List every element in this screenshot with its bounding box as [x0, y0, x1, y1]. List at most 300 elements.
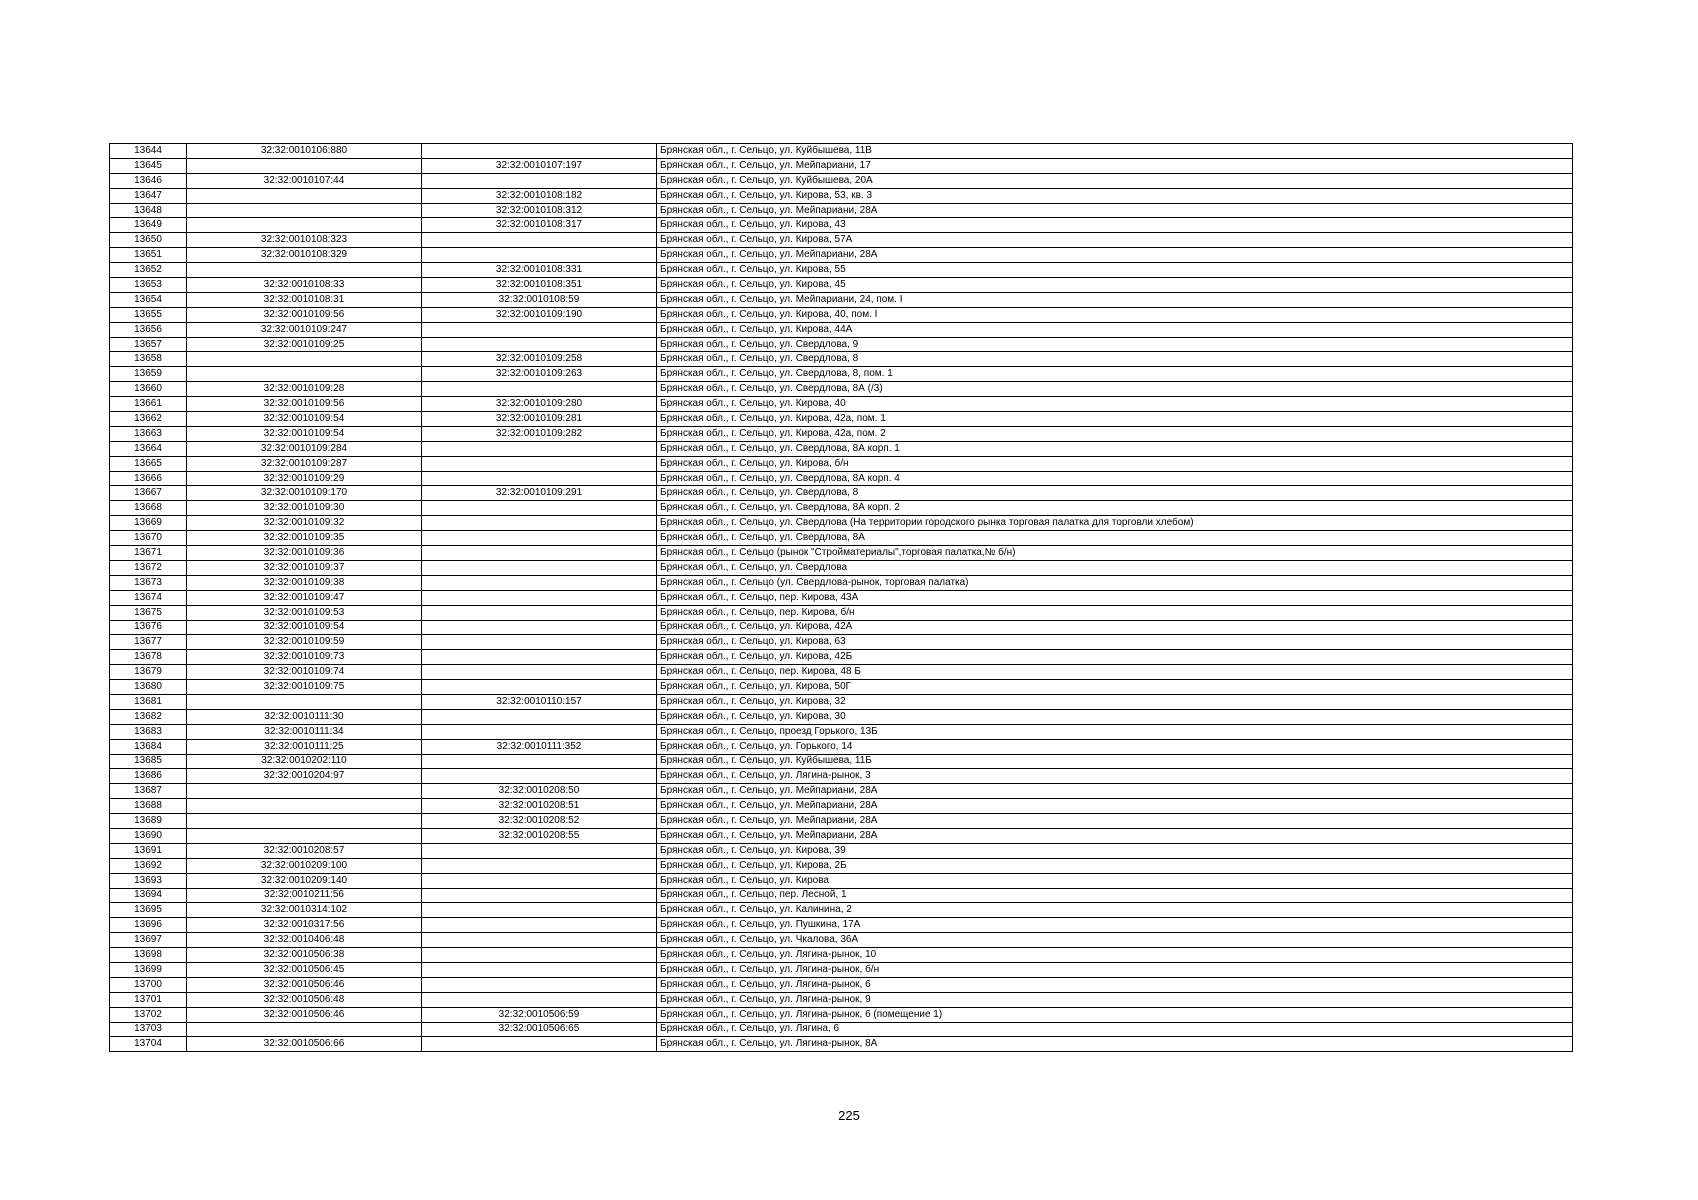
row-number-cell: 13702: [110, 1007, 187, 1022]
row-number-cell: 13661: [110, 397, 187, 412]
address-cell: Брянская обл., г. Сельцо, ул. Лягина-рынок, 8А: [657, 1037, 1573, 1052]
address-cell: Брянская обл., г. Сельцо, ул. Куйбышева, 20А: [657, 173, 1573, 188]
address-cell: Брянская обл., г. Сельцо, проезд Горького, 13Б: [657, 724, 1573, 739]
related-cadastral-number-cell: [422, 590, 657, 605]
address-cell: Брянская обл., г. Сельцо, ул. Кирова, 55: [657, 263, 1573, 278]
address-cell: Брянская обл., г. Сельцо, ул. Кирова, б/н: [657, 456, 1573, 471]
cadastral-number-cell: [187, 352, 422, 367]
table-row: [110, 367, 1573, 382]
table-row: [110, 546, 1573, 561]
row-number-cell: 13692: [110, 858, 187, 873]
cadastral-number-cell: 32:32:0010108:33: [187, 278, 422, 293]
related-cadastral-number-cell: [422, 441, 657, 456]
table-row: [110, 203, 1573, 218]
table-row: [110, 248, 1573, 263]
related-cadastral-number-cell: [422, 233, 657, 248]
address-cell: Брянская обл., г. Сельцо, ул. Свердлова: [657, 560, 1573, 575]
table-row: [110, 799, 1573, 814]
address-cell: Брянская обл., г. Сельцо, ул. Лягина-рынок, 3: [657, 769, 1573, 784]
address-cell: Брянская обл., г. Сельцо, ул. Мейпариани, 28А: [657, 784, 1573, 799]
cadastral-number-cell: 32:32:0010109:56: [187, 397, 422, 412]
cadastral-number-cell: 32:32:0010106:880: [187, 144, 422, 159]
table-row: [110, 918, 1573, 933]
row-number-cell: 13688: [110, 799, 187, 814]
row-number-cell: 13680: [110, 680, 187, 695]
row-number-cell: 13659: [110, 367, 187, 382]
cadastral-number-cell: [187, 1022, 422, 1037]
table-row: [110, 382, 1573, 397]
table-row: [110, 873, 1573, 888]
address-cell: Брянская обл., г. Сельцо, ул. Кирова, 40, пом. I: [657, 307, 1573, 322]
address-cell: Брянская обл., г. Сельцо, ул. Кирова, 40: [657, 397, 1573, 412]
cadastral-number-cell: 32:32:0010109:28: [187, 382, 422, 397]
related-cadastral-number-cell: [422, 337, 657, 352]
related-cadastral-number-cell: 32:32:0010108:351: [422, 278, 657, 293]
related-cadastral-number-cell: [422, 992, 657, 1007]
table-row: [110, 858, 1573, 873]
address-cell: Брянская обл., г. Сельцо, ул. Калинина, 2: [657, 903, 1573, 918]
page-number: 225: [838, 1108, 860, 1123]
cadastral-number-cell: [187, 263, 422, 278]
row-number-cell: 13701: [110, 992, 187, 1007]
cadastral-number-cell: 32:32:0010111:30: [187, 709, 422, 724]
row-number-cell: 13650: [110, 233, 187, 248]
row-number-cell: 13670: [110, 531, 187, 546]
table-row: [110, 933, 1573, 948]
cadastral-number-cell: 32:32:0010506:48: [187, 992, 422, 1007]
table-row: [110, 144, 1573, 159]
related-cadastral-number-cell: [422, 173, 657, 188]
address-cell: Брянская обл., г. Сельцо, ул. Мейпариани, 28А: [657, 814, 1573, 829]
cadastral-number-cell: 32:32:0010109:284: [187, 441, 422, 456]
table-row: [110, 516, 1573, 531]
related-cadastral-number-cell: 32:32:0010109:190: [422, 307, 657, 322]
address-cell: Брянская обл., г. Сельцо, ул. Лягина-рынок, 6: [657, 977, 1573, 992]
table-row: [110, 501, 1573, 516]
related-cadastral-number-cell: [422, 560, 657, 575]
related-cadastral-number-cell: 32:32:0010208:52: [422, 814, 657, 829]
table-row: [110, 962, 1573, 977]
address-cell: Брянская обл., г. Сельцо, ул. Лягина, 6: [657, 1022, 1573, 1037]
row-number-cell: 13669: [110, 516, 187, 531]
row-number-cell: 13674: [110, 590, 187, 605]
table-row: [110, 263, 1573, 278]
row-number-cell: 13676: [110, 620, 187, 635]
cadastral-number-cell: 32:32:0010211:56: [187, 888, 422, 903]
address-cell: Брянская обл., г. Сельцо, ул. Чкалова, 36А: [657, 933, 1573, 948]
row-number-cell: 13703: [110, 1022, 187, 1037]
row-number-cell: 13662: [110, 412, 187, 427]
row-number-cell: 13687: [110, 784, 187, 799]
address-cell: Брянская обл., г. Сельцо, ул. Кирова, 43: [657, 218, 1573, 233]
address-cell: Брянская обл., г. Сельцо, пер. Кирова, б/н: [657, 605, 1573, 620]
row-number-cell: 13695: [110, 903, 187, 918]
row-number-cell: 13656: [110, 322, 187, 337]
table-row: [110, 948, 1573, 963]
address-cell: Брянская обл., г. Сельцо, ул. Кирова, 32: [657, 694, 1573, 709]
cadastral-number-cell: 32:32:0010109:56: [187, 307, 422, 322]
cadastral-number-cell: 32:32:0010109:287: [187, 456, 422, 471]
address-cell: Брянская обл., г. Сельцо, ул. Кирова, 57А: [657, 233, 1573, 248]
row-number-cell: 13696: [110, 918, 187, 933]
table-row: [110, 486, 1573, 501]
row-number-cell: 13689: [110, 814, 187, 829]
related-cadastral-number-cell: [422, 501, 657, 516]
table-row: [110, 694, 1573, 709]
related-cadastral-number-cell: [422, 456, 657, 471]
address-cell: Брянская обл., г. Сельцо, ул. Лягина-рынок, 10: [657, 948, 1573, 963]
related-cadastral-number-cell: [422, 382, 657, 397]
row-number-cell: 13698: [110, 948, 187, 963]
related-cadastral-number-cell: 32:32:0010108:182: [422, 188, 657, 203]
cadastral-number-cell: [187, 799, 422, 814]
related-cadastral-number-cell: [422, 724, 657, 739]
cadastral-number-cell: 32:32:0010204:97: [187, 769, 422, 784]
row-number-cell: 13693: [110, 873, 187, 888]
address-cell: Брянская обл., г. Сельцо, ул. Мейпариани, 28А: [657, 828, 1573, 843]
address-cell: Брянская обл., г. Сельцо, ул. Мейпариани, 28А: [657, 799, 1573, 814]
address-cell: Брянская обл., г. Сельцо, ул. Кирова, 50Г: [657, 680, 1573, 695]
related-cadastral-number-cell: [422, 918, 657, 933]
row-number-cell: 13668: [110, 501, 187, 516]
address-cell: Брянская обл., г. Сельцо, ул. Лягина-рынок, 9: [657, 992, 1573, 1007]
cadastral-number-cell: 32:32:0010506:45: [187, 962, 422, 977]
cadastral-number-cell: 32:32:0010109:38: [187, 575, 422, 590]
related-cadastral-number-cell: 32:32:0010208:55: [422, 828, 657, 843]
cadastral-number-cell: 32:32:0010109:170: [187, 486, 422, 501]
related-cadastral-number-cell: 32:32:0010109:291: [422, 486, 657, 501]
related-cadastral-number-cell: [422, 605, 657, 620]
related-cadastral-number-cell: [422, 933, 657, 948]
address-cell: Брянская обл., г. Сельцо, ул. Лягина-рынок, 6 (помещение 1): [657, 1007, 1573, 1022]
table-row: [110, 888, 1573, 903]
table-row: [110, 158, 1573, 173]
address-cell: Брянская обл., г. Сельцо, ул. Мейпариани, 24, пом. I: [657, 292, 1573, 307]
table-row: [110, 680, 1573, 695]
related-cadastral-number-cell: 32:32:0010506:65: [422, 1022, 657, 1037]
cadastral-number-cell: [187, 158, 422, 173]
address-cell: Брянская обл., г. Сельцо, ул. Кирова, 45: [657, 278, 1573, 293]
address-cell: Брянская обл., г. Сельцо, ул. Свердлова, 8А: [657, 531, 1573, 546]
table-row: [110, 188, 1573, 203]
table-row: [110, 724, 1573, 739]
address-cell: Брянская обл., г. Сельцо, ул. Свердлова, 8А корп. 4: [657, 471, 1573, 486]
related-cadastral-number-cell: [422, 843, 657, 858]
table-row: [110, 650, 1573, 665]
cadastral-number-cell: 32:32:0010209:100: [187, 858, 422, 873]
address-cell: Брянская обл., г. Сельцо (рынок "Стройматериалы",торговая палатка,№ б/н): [657, 546, 1573, 561]
related-cadastral-number-cell: 32:32:0010107:197: [422, 158, 657, 173]
address-cell: Брянская обл., г. Сельцо, пер. Кирова, 48 Б: [657, 665, 1573, 680]
row-number-cell: 13686: [110, 769, 187, 784]
cadastral-number-cell: 32:32:0010109:36: [187, 546, 422, 561]
row-number-cell: 13677: [110, 635, 187, 650]
address-cell: Брянская обл., г. Сельцо, ул. Кирова, 42а, пом. 1: [657, 412, 1573, 427]
related-cadastral-number-cell: [422, 709, 657, 724]
table-row: [110, 635, 1573, 650]
cadastral-number-cell: 32:32:0010202:110: [187, 754, 422, 769]
table-row: [110, 992, 1573, 1007]
address-cell: Брянская обл., г. Сельцо, ул. Куйбышева, 11Б: [657, 754, 1573, 769]
row-number-cell: 13694: [110, 888, 187, 903]
table-row: [110, 173, 1573, 188]
related-cadastral-number-cell: [422, 754, 657, 769]
address-cell: Брянская обл., г. Сельцо, ул. Кирова, 42а, пом. 2: [657, 426, 1573, 441]
address-cell: Брянская обл., г. Сельцо, ул. Мейпариани, 28А: [657, 248, 1573, 263]
table-body: [110, 144, 1573, 1052]
cadastral-number-cell: 32:32:0010109:25: [187, 337, 422, 352]
row-number-cell: 13657: [110, 337, 187, 352]
table-row: [110, 218, 1573, 233]
cadastral-number-cell: 32:32:0010109:247: [187, 322, 422, 337]
related-cadastral-number-cell: [422, 858, 657, 873]
cadastral-number-cell: 32:32:0010209:140: [187, 873, 422, 888]
table-row: [110, 412, 1573, 427]
row-number-cell: 13675: [110, 605, 187, 620]
table-row: [110, 1022, 1573, 1037]
row-number-cell: 13652: [110, 263, 187, 278]
related-cadastral-number-cell: [422, 650, 657, 665]
address-cell: Брянская обл., г. Сельцо, ул. Кирова, 63: [657, 635, 1573, 650]
address-cell: Брянская обл., г. Сельцо, ул. Пушкина, 17А: [657, 918, 1573, 933]
table-row: [110, 471, 1573, 486]
related-cadastral-number-cell: [422, 888, 657, 903]
cadastral-number-cell: [187, 218, 422, 233]
row-number-cell: 13699: [110, 962, 187, 977]
row-number-cell: 13649: [110, 218, 187, 233]
related-cadastral-number-cell: 32:32:0010111:352: [422, 739, 657, 754]
table-row: [110, 426, 1573, 441]
address-cell: Брянская обл., г. Сельцо, ул. Мейпариани, 28А: [657, 203, 1573, 218]
related-cadastral-number-cell: [422, 471, 657, 486]
row-number-cell: 13666: [110, 471, 187, 486]
row-number-cell: 13654: [110, 292, 187, 307]
cadastral-number-cell: 32:32:0010109:32: [187, 516, 422, 531]
table-row: [110, 814, 1573, 829]
cadastral-number-cell: 32:32:0010109:54: [187, 412, 422, 427]
row-number-cell: 13660: [110, 382, 187, 397]
row-number-cell: 13685: [110, 754, 187, 769]
address-cell: Брянская обл., г. Сельцо, ул. Мейпариани, 17: [657, 158, 1573, 173]
table-row: [110, 292, 1573, 307]
row-number-cell: 13700: [110, 977, 187, 992]
address-cell: Брянская обл., г. Сельцо, ул. Кирова, 53, кв. 3: [657, 188, 1573, 203]
row-number-cell: 13651: [110, 248, 187, 263]
address-cell: Брянская обл., г. Сельцо, ул. Свердлова, 9: [657, 337, 1573, 352]
table-row: [110, 1007, 1573, 1022]
related-cadastral-number-cell: [422, 531, 657, 546]
row-number-cell: 13655: [110, 307, 187, 322]
cadastral-number-cell: 32:32:0010109:59: [187, 635, 422, 650]
row-number-cell: 13658: [110, 352, 187, 367]
table-row: [110, 337, 1573, 352]
cadastral-number-cell: 32:32:0010506:66: [187, 1037, 422, 1052]
related-cadastral-number-cell: [422, 248, 657, 263]
address-cell: Брянская обл., г. Сельцо, ул. Свердлова, 8А корп. 2: [657, 501, 1573, 516]
row-number-cell: 13672: [110, 560, 187, 575]
related-cadastral-number-cell: [422, 546, 657, 561]
related-cadastral-number-cell: [422, 873, 657, 888]
address-cell: Брянская обл., г. Сельцо, ул. Кирова, 44А: [657, 322, 1573, 337]
related-cadastral-number-cell: [422, 620, 657, 635]
table-row: [110, 575, 1573, 590]
cadastral-number-cell: 32:32:0010109:75: [187, 680, 422, 695]
related-cadastral-number-cell: [422, 1037, 657, 1052]
related-cadastral-number-cell: 32:32:0010108:59: [422, 292, 657, 307]
cadastral-number-cell: [187, 203, 422, 218]
table-row: [110, 1037, 1573, 1052]
related-cadastral-number-cell: [422, 977, 657, 992]
address-cell: Брянская обл., г. Сельцо, ул. Куйбышева, 11В: [657, 144, 1573, 159]
address-cell: Брянская обл., г. Сельцо, ул. Кирова, 42А: [657, 620, 1573, 635]
cadastral-number-cell: 32:32:0010208:57: [187, 843, 422, 858]
address-cell: Брянская обл., г. Сельцо, пер. Кирова, 43А: [657, 590, 1573, 605]
related-cadastral-number-cell: [422, 144, 657, 159]
cadastral-number-cell: 32:32:0010109:74: [187, 665, 422, 680]
cadastral-number-cell: [187, 784, 422, 799]
related-cadastral-number-cell: 32:32:0010108:331: [422, 263, 657, 278]
related-cadastral-number-cell: 32:32:0010110:157: [422, 694, 657, 709]
cadastral-number-cell: 32:32:0010109:29: [187, 471, 422, 486]
related-cadastral-number-cell: 32:32:0010506:59: [422, 1007, 657, 1022]
address-cell: Брянская обл., г. Сельцо, ул. Горького, 14: [657, 739, 1573, 754]
table-row: [110, 531, 1573, 546]
address-cell: Брянская обл., г. Сельцо, ул. Свердлова, 8, пом. 1: [657, 367, 1573, 382]
address-cell: Брянская обл., г. Сельцо, ул. Кирова, 42Б: [657, 650, 1573, 665]
table-row: [110, 560, 1573, 575]
row-number-cell: 13691: [110, 843, 187, 858]
table-row: [110, 977, 1573, 992]
cadastral-number-cell: 32:32:0010506:46: [187, 1007, 422, 1022]
address-cell: Брянская обл., г. Сельцо, ул. Свердлова, 8А (/3): [657, 382, 1573, 397]
cadastral-number-cell: [187, 828, 422, 843]
cadastral-number-cell: 32:32:0010109:30: [187, 501, 422, 516]
table-row: [110, 843, 1573, 858]
related-cadastral-number-cell: 32:32:0010109:263: [422, 367, 657, 382]
cadastral-number-cell: 32:32:0010109:37: [187, 560, 422, 575]
related-cadastral-number-cell: 32:32:0010109:258: [422, 352, 657, 367]
cadastral-table: [109, 143, 1573, 1052]
address-cell: Брянская обл., г. Сельцо, ул. Кирова, 2Б: [657, 858, 1573, 873]
row-number-cell: 13673: [110, 575, 187, 590]
related-cadastral-number-cell: [422, 322, 657, 337]
related-cadastral-number-cell: 32:32:0010108:312: [422, 203, 657, 218]
table-row: [110, 709, 1573, 724]
table-row: [110, 397, 1573, 412]
cadastral-number-cell: 32:32:0010406:48: [187, 933, 422, 948]
table-row: [110, 739, 1573, 754]
row-number-cell: 13697: [110, 933, 187, 948]
row-number-cell: 13645: [110, 158, 187, 173]
row-number-cell: 13664: [110, 441, 187, 456]
table-row: [110, 456, 1573, 471]
address-cell: Брянская обл., г. Сельцо, ул. Свердлова, 8А корп. 1: [657, 441, 1573, 456]
row-number-cell: 13678: [110, 650, 187, 665]
table-row: [110, 620, 1573, 635]
table-row: [110, 665, 1573, 680]
row-number-cell: 13653: [110, 278, 187, 293]
row-number-cell: 13683: [110, 724, 187, 739]
row-number-cell: 13704: [110, 1037, 187, 1052]
related-cadastral-number-cell: [422, 948, 657, 963]
address-cell: Брянская обл., г. Сельцо, ул. Свердлова, 8: [657, 486, 1573, 501]
cadastral-number-cell: 32:32:0010111:25: [187, 739, 422, 754]
cadastral-number-cell: [187, 367, 422, 382]
cadastral-number-cell: 32:32:0010109:54: [187, 426, 422, 441]
table-row: [110, 784, 1573, 799]
related-cadastral-number-cell: 32:32:0010109:280: [422, 397, 657, 412]
related-cadastral-number-cell: [422, 665, 657, 680]
cadastral-number-cell: 32:32:0010111:34: [187, 724, 422, 739]
cadastral-number-cell: 32:32:0010108:31: [187, 292, 422, 307]
cadastral-number-cell: [187, 188, 422, 203]
address-cell: Брянская обл., г. Сельцо, ул. Кирова, 30: [657, 709, 1573, 724]
row-number-cell: 13646: [110, 173, 187, 188]
cadastral-number-cell: [187, 694, 422, 709]
table-row: [110, 233, 1573, 248]
row-number-cell: 13690: [110, 828, 187, 843]
related-cadastral-number-cell: 32:32:0010208:51: [422, 799, 657, 814]
related-cadastral-number-cell: 32:32:0010108:317: [422, 218, 657, 233]
address-cell: Брянская обл., г. Сельцо, пер. Лесной, 1: [657, 888, 1573, 903]
row-number-cell: 13681: [110, 694, 187, 709]
address-cell: Брянская обл., г. Сельцо, ул. Кирова: [657, 873, 1573, 888]
address-cell: Брянская обл., г. Сельцо (ул. Свердлова-рынок, торговая палатка): [657, 575, 1573, 590]
row-number-cell: 13644: [110, 144, 187, 159]
cadastral-number-cell: 32:32:0010314:102: [187, 903, 422, 918]
row-number-cell: 13667: [110, 486, 187, 501]
table-row: [110, 278, 1573, 293]
row-number-cell: 13682: [110, 709, 187, 724]
cadastral-number-cell: 32:32:0010109:53: [187, 605, 422, 620]
table-row: [110, 769, 1573, 784]
row-number-cell: 13647: [110, 188, 187, 203]
related-cadastral-number-cell: [422, 516, 657, 531]
row-number-cell: 13665: [110, 456, 187, 471]
table-row: [110, 441, 1573, 456]
related-cadastral-number-cell: 32:32:0010109:282: [422, 426, 657, 441]
table-row: [110, 828, 1573, 843]
table-row: [110, 322, 1573, 337]
row-number-cell: 13684: [110, 739, 187, 754]
table-row: [110, 903, 1573, 918]
cadastral-number-cell: 32:32:0010506:46: [187, 977, 422, 992]
table-row: [110, 754, 1573, 769]
cadastral-number-cell: 32:32:0010109:54: [187, 620, 422, 635]
address-cell: Брянская обл., г. Сельцо, ул. Лягина-рынок, б/н: [657, 962, 1573, 977]
related-cadastral-number-cell: 32:32:0010109:281: [422, 412, 657, 427]
cadastral-number-cell: 32:32:0010108:329: [187, 248, 422, 263]
related-cadastral-number-cell: [422, 769, 657, 784]
cadastral-number-cell: 32:32:0010107:44: [187, 173, 422, 188]
related-cadastral-number-cell: [422, 680, 657, 695]
table-row: [110, 352, 1573, 367]
cadastral-number-cell: 32:32:0010506:38: [187, 948, 422, 963]
cadastral-number-cell: 32:32:0010109:35: [187, 531, 422, 546]
row-number-cell: 13679: [110, 665, 187, 680]
row-number-cell: 13663: [110, 426, 187, 441]
row-number-cell: 13648: [110, 203, 187, 218]
address-cell: Брянская обл., г. Сельцо, ул. Свердлова, 8: [657, 352, 1573, 367]
table-row: [110, 590, 1573, 605]
related-cadastral-number-cell: [422, 575, 657, 590]
related-cadastral-number-cell: [422, 962, 657, 977]
cadastral-number-cell: 32:32:0010109:73: [187, 650, 422, 665]
table-row: [110, 605, 1573, 620]
cadastral-number-cell: 32:32:0010108:323: [187, 233, 422, 248]
related-cadastral-number-cell: [422, 903, 657, 918]
cadastral-number-cell: 32:32:0010109:47: [187, 590, 422, 605]
